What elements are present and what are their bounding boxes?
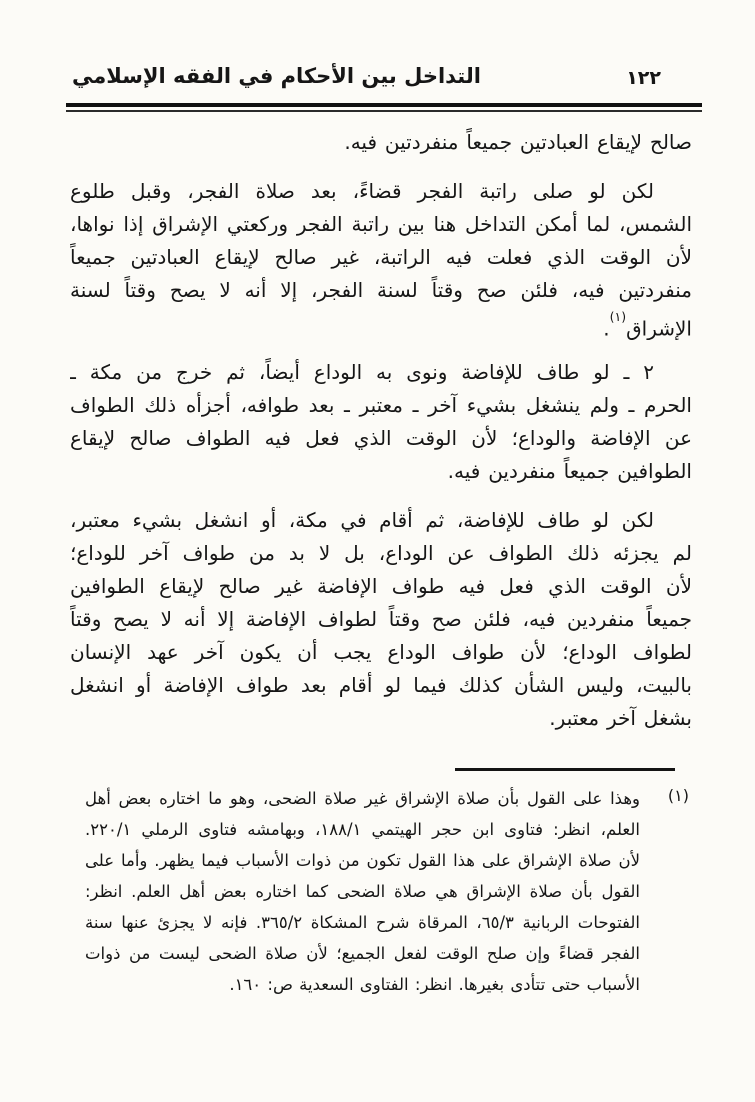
text-line: الشمس، لما أمكن التداخل هنا بين راتبة الفجر وركعتي الإشراق إذا نواها، [70,212,692,236]
text-line: جميعاً منفردين فيه، فلئن صح وقتاً لطواف الإفاضة إلا أنه لا يصح وقتاً [70,607,692,631]
text-line: منفردتين فيه، فلئن صح وقتاً لسنة الفجر، إلا أنه لا يصح وقتاً لسنة [70,278,692,302]
text-line: لم يجزئه ذلك الطواف عن الوداع، بل لا بد من طواف آخر للوداع؛ [70,541,692,565]
paragraph-4 [70,504,692,735]
text-line: عن الإفاضة والوداع؛ لأن الوقت الذي فعل فيه الطواف صالح لإيقاع [70,426,692,450]
footnote-separator [455,768,675,771]
text-line-with-footnote-ref [70,307,692,340]
line-tail: . [603,316,610,340]
paragraph-2 [70,175,692,340]
footnote-line: القول بأن صلاة الإشراق هي صلاة الضحى كما اختاره بعض أهل العلم. انظر: [85,882,640,901]
footnote-line: الفتوحات الربانية ٦٥/٣، المرقاة شرح المشكاة ٣٦٥/٢. فإنه لا يجزئ عنها سنة [85,913,640,932]
text-line: لطواف الوداع؛ لأن طواف الوداع يجب أن يكون آخر عهد الإنسان [70,640,692,664]
text-line: الحرم ـ ولم ينشغل بشيء آخر ـ معتبر ـ بعد طوافه، أجزأه ذلك الطواف [70,393,692,417]
text-line: لأن الوقت الذي فعل فيه طواف الإفاضة غير صالح لإيقاع الطوافين [70,574,692,598]
line-text: الإشراق [626,316,692,340]
text-line: الطوافين جميعاً منفردين فيه. [447,459,692,483]
text-line: صالح لإيقاع العبادتين جميعاً منفردتين فيه. [344,130,692,154]
body-text [70,126,692,735]
footnote [85,783,689,1000]
paragraph-1 [70,126,692,159]
footnote-line: الأسباب حتى تتأدى بغيرها. انظر: الفتاوى السعدية ص: ١٦٠. [229,975,640,994]
footnote-line: وهذا على القول بأن صلاة الإشراق غير صلاة الضحى، وهو ما اختاره بعض أهل [85,789,640,808]
paragraph-3 [70,356,692,488]
footnote-line: الفجر قضاءً وإن صلح الوقت لفعل الجميع؛ لأن صلاة الضحى ليست من ذوات [85,944,640,963]
text-line: بالبيت، وليس الشأن كذلك فيما لو أقام بعد طواف الإفاضة أو انشغل [70,673,692,697]
page-number: ١٢٢ [626,67,661,89]
text-line: لكن لو صلى راتبة الفجر قضاءً، بعد صلاة الفجر، وقبل طلوع [70,179,654,203]
text-line: بشغل آخر معتبر. [549,706,692,730]
footnote-marker: (١) [667,786,689,805]
text-line: ٢ ـ لو طاف للإفاضة ونوى به الوداع أيضاً، ثم خرج من مكة ـ [70,360,654,384]
text-line: لكن لو طاف للإفاضة، ثم أقام في مكة، أو انشغل بشيء معتبر، [70,508,654,532]
text-line: لأن الوقت الذي فعلت فيه الراتبة، غير صالح لإيقاع العبادتين جميعاً [70,245,692,269]
header-rule-thin [66,110,702,112]
footnote-reference: (١) [609,309,627,324]
header-rule-thick [66,103,702,107]
footnote-line: لأن صلاة الإشراق على هذا القول تكون من ذوات الأسباب فيما يظهر. وأما على [85,851,640,870]
footnote-line: العلم، انظر: فتاوى ابن حجر الهيتمي ١٨٨/١، وبهامشه فتاوى الرملي ٢٢٠/١. [85,820,640,839]
running-title: التداخل بين الأحكام في الفقه الإسلامي [72,64,481,88]
